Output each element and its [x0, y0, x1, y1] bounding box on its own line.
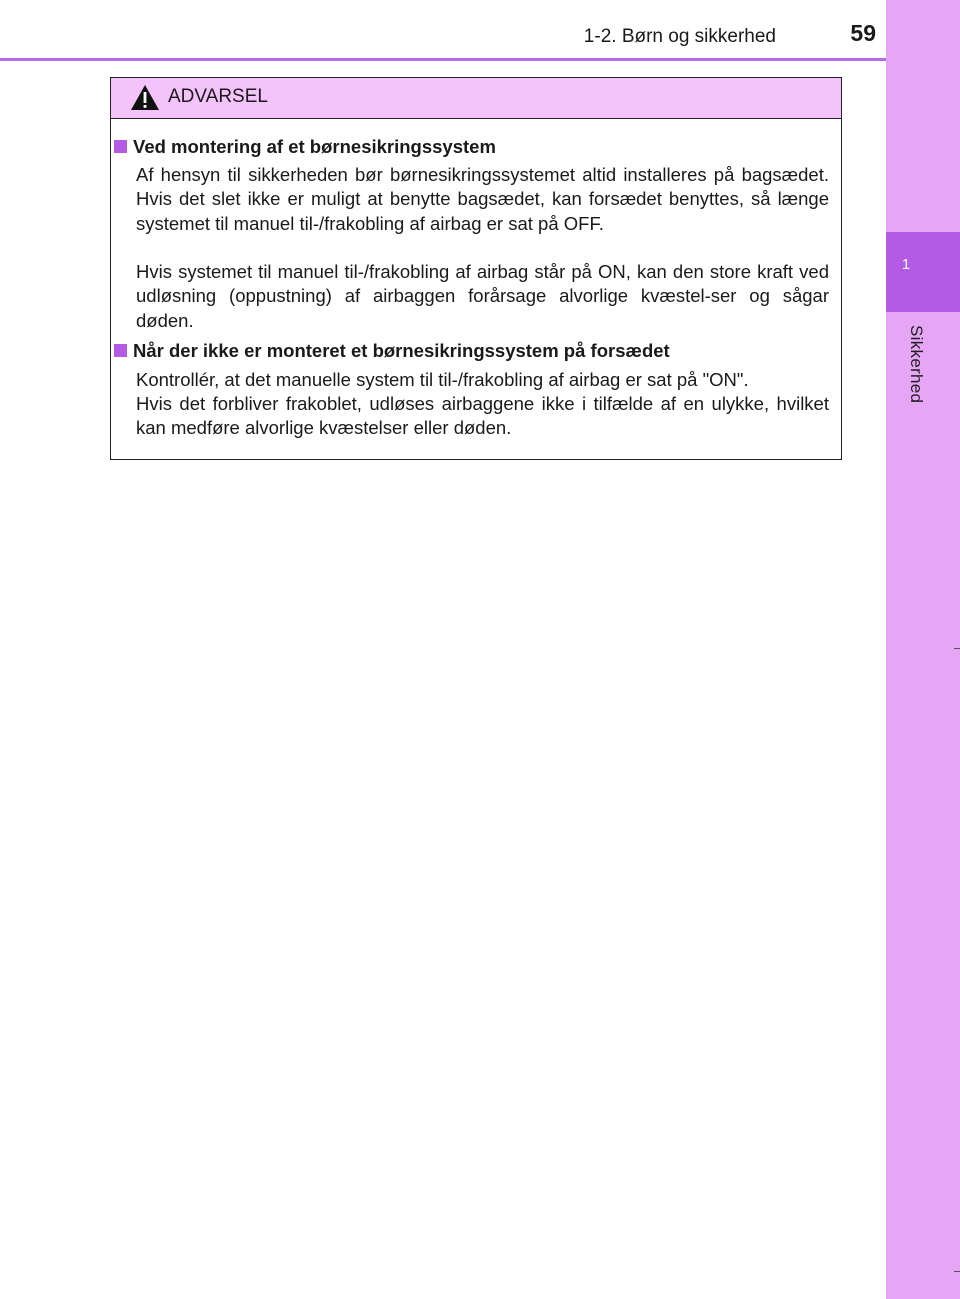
section-title: 1-2. Børn og sikkerhed	[583, 26, 776, 47]
warning-box	[110, 77, 842, 460]
warning-paragraph: Kontrollér, at det manuelle system til til-/frakobling af airbag er sat på "ON".	[136, 369, 749, 390]
header-rule	[0, 58, 886, 61]
warning-title: ADVARSEL	[168, 86, 268, 107]
square-bullet-icon	[114, 140, 127, 153]
warning-paragraph: Hvis det forbliver frakoblet, udløses airbaggene ikke i tilfælde af en ulykke, hvilket kan medføre alvorlige kvæstelser eller døden.	[136, 393, 829, 439]
page-number: 59	[850, 20, 876, 46]
chapter-label: Sikkerhed	[907, 325, 926, 404]
warning-paragraph: Hvis systemet til manuel til-/frakobling af airbag står på ON, kan den store kraft ved udløsning (oppustning) af airbaggen forårsage alvorlige kvæstel-ser og sågar døden.	[136, 261, 829, 331]
warning-triangle-icon	[130, 84, 160, 116]
warning-paragraph: Af hensyn til sikkerheden bør børnesikringssystemet altid installeres på bagsædet. Hvis det slet ikke er muligt at benytte bagsædet, kan forsædet benyttes, så længe systemet til manuel til-/frakobling af airbag er sat på OFF.	[136, 164, 829, 234]
warning-item-heading: Ved montering af et børnesikringssystem	[114, 136, 496, 158]
chapter-number: 1	[901, 256, 911, 273]
warning-header	[111, 78, 841, 119]
margin-tick	[954, 648, 960, 649]
square-bullet-icon	[114, 344, 127, 357]
warning-item-heading: Når der ikke er monteret et børnesikringssystem på forsædet	[114, 340, 670, 362]
margin-tick	[954, 1271, 960, 1272]
chapter-side-tab	[886, 0, 960, 1299]
